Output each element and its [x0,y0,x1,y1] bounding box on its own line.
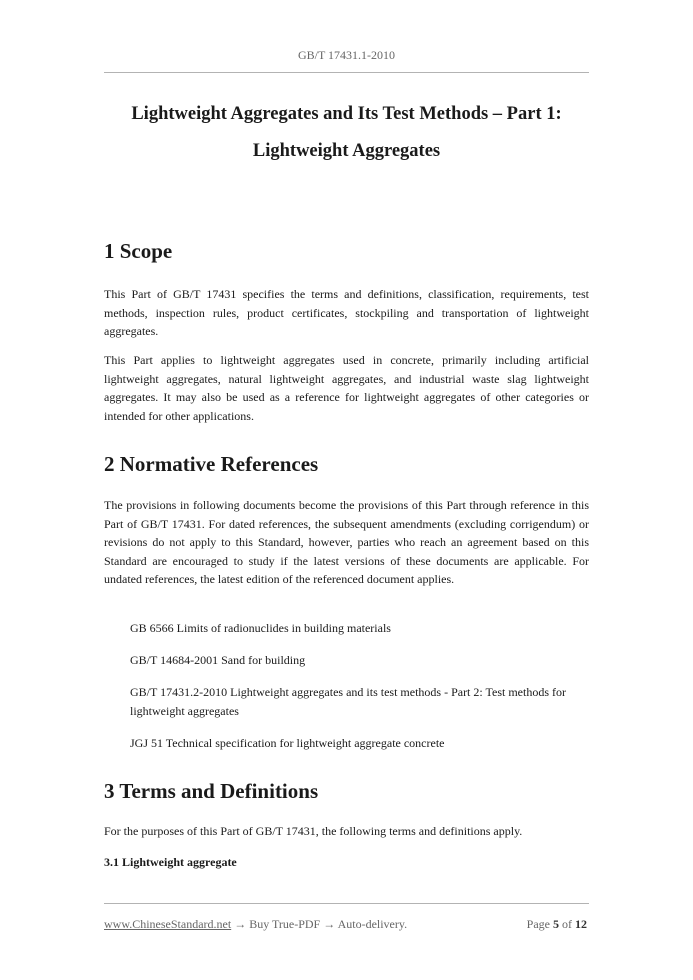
page-current: 5 [553,917,559,931]
normative-paragraph-1: The provisions in following documents become the provisions of this Part through reference in this Part of GB/T 17431. For dated references, the subsequent amendments (excluding corrigendum) or revisions do not apply to this Standard, however, parties who reach an agreement based on this Standard are encouraged to study if the latest versions of these documents are applicable. For undated references, the latest edition of the referenced document applies. [104,498,589,586]
reference-item: GB/T 14684-2001 Sand for building [130,653,306,667]
scope-paragraph-2: This Part applies to lightweight aggregates used in concrete, primarily including artificial lightweight aggregates, natural lightweight aggregates, and industrial waste slag lightweight aggregates. It may also be used as a reference for lightweight aggregates of other categories or intended for other applications. [104,353,589,423]
section-heading-scope: 1 Scope [104,239,173,263]
footer-tagline: → Buy True-PDF → Auto-delivery. [231,917,408,931]
footer-rule [104,903,589,904]
page-total: 12 [575,917,587,931]
reference-item: GB 6566 Limits of radionuclides in building materials [130,621,391,635]
reference-item: JGJ 51 Technical specification for lightweight aggregate concrete [130,736,445,750]
page-number [527,917,587,932]
section-heading-normative-references: 2 Normative References [104,452,319,476]
of-label: of [562,917,572,931]
subsection-heading-3-1: 3.1 Lightweight aggregate [104,855,237,869]
footer-left [104,917,407,932]
terms-paragraph-1: For the purposes of this Part of GB/T 17431, the following terms and definitions apply. [104,824,523,838]
header-rule [104,72,589,73]
scope-paragraph-1: This Part of GB/T 17431 specifies the terms and definitions, classification, requirements, test methods, inspection rules, product certificates, stockpiling and transportation of lightweight aggregates. [104,287,589,338]
footer-site-link[interactable]: www.ChineseStandard.net [104,917,232,931]
page-label: Page [526,917,550,931]
section-heading-terms-definitions: 3 Terms and Definitions [104,779,319,803]
reference-item: GB/T 17431.2-2010 Lightweight aggregates and its test methods - Part 2: Test methods for lightweight aggregates [130,685,566,718]
document-title-line2: Lightweight Aggregates [252,141,441,161]
document-title-line1: Lightweight Aggregates and Its Test Methods – Part 1: [131,104,562,124]
running-header: GB/T 17431.1-2010 [297,48,396,62]
